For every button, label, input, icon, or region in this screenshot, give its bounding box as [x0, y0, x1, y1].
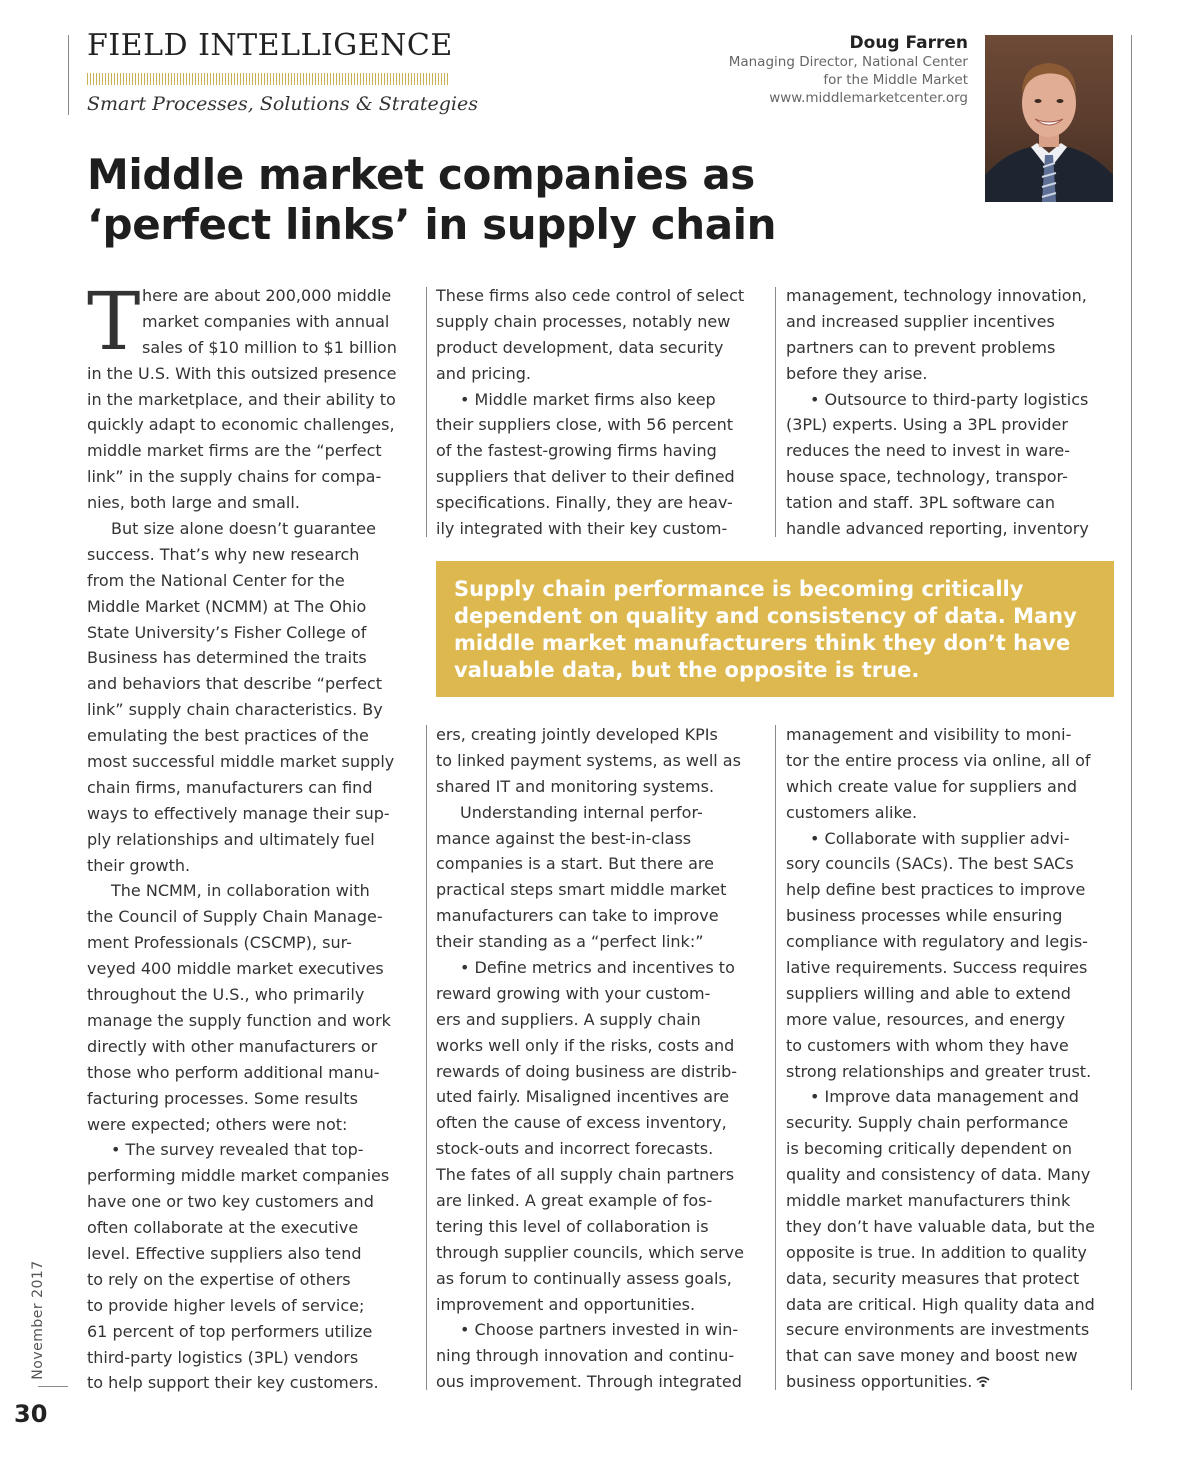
headline-line: ‘perfect links’ in supply chain	[87, 200, 777, 249]
text-line: data are critical. High quality data and	[786, 1294, 1095, 1314]
text-line: sales of $10 million to $1 billion	[142, 337, 397, 357]
text-line: which create value for suppliers and	[786, 776, 1078, 796]
wifi-signal-icon	[976, 1370, 990, 1396]
text-line: ers and suppliers. A supply chain	[436, 1009, 701, 1029]
column-divider-2-bottom	[775, 725, 776, 1390]
text-line: ning through innovation and continu-	[436, 1346, 735, 1366]
text-line: • Collaborate with supplier advi-	[810, 828, 1070, 848]
text-line: tor the entire process via online, all of	[786, 750, 1091, 770]
text-line: works well only if the risks, costs and	[436, 1035, 735, 1055]
text-line: customers alike.	[786, 802, 918, 822]
text-line: uted fairly. Misaligned incentives are	[436, 1087, 730, 1107]
text-line: most successful middle market supply	[87, 752, 395, 772]
text-line: suppliers that deliver to their defined	[436, 467, 735, 487]
text-line: directly with other manufacturers or	[87, 1036, 378, 1056]
headline	[87, 150, 776, 250]
text-line-with-end-mark	[786, 1369, 1116, 1395]
text-line: secure environments are investments	[786, 1320, 1090, 1340]
text-line: improvement and opportunities.	[436, 1294, 696, 1314]
text-line: here are about 200,000 middle	[142, 286, 392, 305]
text-line: Business has determined the traits	[87, 648, 367, 668]
column-divider-1-bottom	[426, 725, 427, 1390]
text-line: opposite is true. In addition to quality	[786, 1242, 1087, 1262]
text-line: in the U.S. With this outsized presence	[87, 363, 397, 383]
text-line: link” in the supply chains for compa-	[87, 467, 382, 487]
text-line: their standing as a “perfect link:”	[436, 932, 704, 952]
text-line: strong relationships and greater trust.	[786, 1061, 1092, 1081]
text-line: their suppliers close, with 56 percent	[436, 415, 734, 435]
text-line: Middle Market (NCMM) at The Ohio	[87, 596, 367, 616]
text-line: • Define metrics and incentives to	[460, 958, 735, 978]
text-line: house space, technology, transpor-	[786, 467, 1068, 487]
article-column-3-top	[786, 283, 1116, 542]
text-line: nies, both large and small.	[87, 493, 300, 513]
text-line: reduces the need to invest in ware-	[786, 441, 1070, 461]
text-line: of the fastest-growing firms having	[436, 441, 717, 461]
text-line: are linked. A great example of fos-	[436, 1191, 713, 1211]
text-line: they don’t have valuable data, but the	[786, 1216, 1096, 1236]
author-name: Doug Farren	[849, 33, 968, 53]
text-line: the Council of Supply Chain Manage-	[87, 907, 383, 927]
text-line: These firms also cede control of select	[436, 286, 745, 305]
text-line: • Choose partners invested in win-	[460, 1320, 739, 1340]
text-line: those who perform additional manu-	[87, 1062, 380, 1082]
text-line: management, technology innovation,	[786, 286, 1087, 305]
text-line: tation and staff. 3PL software can	[786, 493, 1055, 513]
text-line: mance against the best-in-class	[436, 828, 692, 848]
text-line: supply chain processes, notably new	[436, 311, 731, 331]
text-line: veyed 400 middle market executives	[87, 959, 384, 979]
left-margin-rule	[68, 35, 69, 115]
text-line: middle market firms are the “perfect	[87, 441, 382, 461]
text-line: partners can to prevent problems	[786, 337, 1056, 357]
text-line: facturing processes. Some results	[87, 1088, 358, 1108]
text-line: business processes while ensuring	[786, 906, 1063, 926]
text-line: middle market manufacturers think	[786, 1191, 1071, 1211]
article-column-2-top	[436, 283, 766, 542]
text-line: 61 percent of top performers utilize	[87, 1321, 373, 1341]
text-line: help define best practices to improve	[786, 880, 1086, 900]
text-line: as forum to continually assess goals,	[436, 1268, 732, 1288]
text-line: companies is a start. But there are	[436, 854, 714, 874]
author-title-line: for the Middle Market	[823, 72, 968, 88]
text-line: data, security measures that protect	[786, 1268, 1080, 1288]
text-line: security. Supply chain performance	[786, 1113, 1069, 1133]
issue-date: November 2017	[30, 1260, 46, 1380]
text-line: more value, resources, and energy	[786, 1009, 1066, 1029]
text-line: shared IT and monitoring systems.	[436, 776, 715, 796]
section-subtitle: Smart Processes, Solutions & Strategies	[87, 93, 478, 115]
text-line: business opportunities.	[786, 1372, 973, 1392]
text-line: manufacturers can take to improve	[436, 906, 719, 926]
text-line: from the National Center for the	[87, 570, 345, 590]
text-line: and pricing.	[436, 363, 531, 383]
text-line: State University’s Fisher College of	[87, 622, 367, 642]
text-line: to provide higher levels of service;	[87, 1295, 365, 1315]
text-line: The NCMM, in collaboration with	[111, 881, 370, 901]
article-column-1	[87, 275, 417, 1396]
text-line: specifications. Finally, they are heav-	[436, 493, 733, 513]
text-line: through supplier councils, which serve	[436, 1242, 744, 1262]
text-line: emulating the best practices of the	[87, 726, 369, 746]
text-line: product development, data security	[436, 337, 724, 357]
decorative-hatch-rule	[87, 73, 450, 85]
text-line: have one or two key customers and	[87, 1192, 374, 1212]
text-line: The fates of all supply chain partners	[436, 1165, 735, 1185]
author-block	[729, 33, 968, 107]
text-line: reward growing with your custom-	[436, 983, 711, 1003]
author-website: www.middlemarketcenter.org	[769, 90, 968, 106]
text-line: quality and consistency of data. Many	[786, 1165, 1091, 1185]
text-line: before they arise.	[786, 363, 928, 383]
text-line: often collaborate at the executive	[87, 1218, 359, 1238]
text-line: performing middle market companies	[87, 1166, 390, 1186]
text-line: chain firms, manufacturers can find	[87, 777, 373, 797]
text-line: • Improve data management and	[810, 1087, 1079, 1107]
text-line: and increased supplier incentives	[786, 311, 1055, 331]
text-line: ers, creating jointly developed KPIs	[436, 725, 718, 744]
page-number: 30	[14, 1400, 48, 1428]
text-line: to help support their key customers.	[87, 1373, 379, 1393]
headline-line: Middle market companies as	[87, 150, 755, 199]
text-line: ous improvement. Through integrated	[436, 1372, 742, 1392]
column-divider-2-top	[775, 287, 776, 537]
pull-quote-line: valuable data, but the opposite is true.	[454, 658, 920, 682]
column-divider-1-top	[426, 287, 427, 537]
text-line: • Outsource to third-party logistics	[810, 389, 1089, 409]
text-line: ways to effectively manage their sup-	[87, 803, 390, 823]
text-line: in the marketplace, and their ability to	[87, 389, 396, 409]
text-line: were expected; others were not:	[87, 1114, 348, 1134]
text-line: their growth.	[87, 855, 191, 875]
dropcap-letter: T	[87, 275, 141, 368]
text-line: level. Effective suppliers also tend	[87, 1243, 362, 1263]
text-line: to customers with whom they have	[786, 1035, 1069, 1055]
text-line: success. That’s why new research	[87, 544, 360, 564]
pull-quote	[436, 561, 1114, 697]
text-line: compliance with regulatory and legis-	[786, 932, 1088, 952]
text-line: ply relationships and ultimately fuel	[87, 829, 375, 849]
text-line: third-party logistics (3PL) vendors	[87, 1347, 359, 1367]
text-line: stock-outs and incorrect forecasts.	[436, 1139, 714, 1159]
dropcap-paragraph-start	[87, 275, 417, 368]
text-line: ment Professionals (CSCMP), sur-	[87, 933, 352, 953]
text-line: to rely on the expertise of others	[87, 1269, 351, 1289]
text-line: link” supply chain characteristics. By	[87, 700, 383, 720]
text-line: (3PL) experts. Using a 3PL provider	[786, 415, 1068, 435]
pull-quote-line: dependent on quality and consistency of data. Many	[454, 604, 1077, 628]
text-line: practical steps smart middle market	[436, 880, 727, 900]
text-line: rewards of doing business are distrib-	[436, 1061, 738, 1081]
text-line: lative requirements. Success requires	[786, 958, 1088, 978]
text-line: quickly adapt to economic challenges,	[87, 415, 395, 435]
article-column-2-bottom	[436, 722, 766, 1395]
text-line: market companies with annual	[142, 311, 390, 331]
author-title-line: Managing Director, National Center	[728, 54, 968, 70]
pull-quote-line: middle market manufacturers think they don’t have	[454, 631, 1071, 655]
text-line: throughout the U.S., who primarily	[87, 985, 365, 1005]
text-line: tering this level of collaboration is	[436, 1216, 709, 1236]
text-line: often the cause of excess inventory,	[436, 1113, 727, 1133]
text-line: • The survey revealed that top-	[111, 1140, 364, 1160]
text-line: sory councils (SACs). The best SACs	[786, 854, 1074, 874]
text-line: • Middle market firms also keep	[460, 389, 716, 409]
text-line: that can save money and boost new	[786, 1346, 1078, 1366]
author-portrait-graphic	[985, 35, 1113, 202]
text-line: Understanding internal perfor-	[460, 802, 703, 822]
section-title: FIELD INTELLIGENCE	[87, 28, 453, 63]
text-line: ily integrated with their key custom-	[436, 519, 728, 539]
text-line: and behaviors that describe “perfect	[87, 674, 383, 694]
text-line: management and visibility to moni-	[786, 725, 1072, 744]
author-photo	[985, 35, 1113, 202]
article-column-3-bottom	[786, 722, 1116, 1395]
text-line: handle advanced reporting, inventory	[786, 519, 1089, 539]
text-line: to linked payment systems, as well as	[436, 750, 741, 770]
footer-rule	[38, 1386, 68, 1387]
text-line: is becoming critically dependent on	[786, 1139, 1073, 1159]
text-line: But size alone doesn’t guarantee	[111, 519, 376, 539]
text-line: suppliers willing and able to extend	[786, 983, 1071, 1003]
pull-quote-line: Supply chain performance is becoming critically	[454, 577, 1024, 601]
right-margin-rule	[1131, 35, 1132, 1390]
text-line: manage the supply function and work	[87, 1010, 391, 1030]
